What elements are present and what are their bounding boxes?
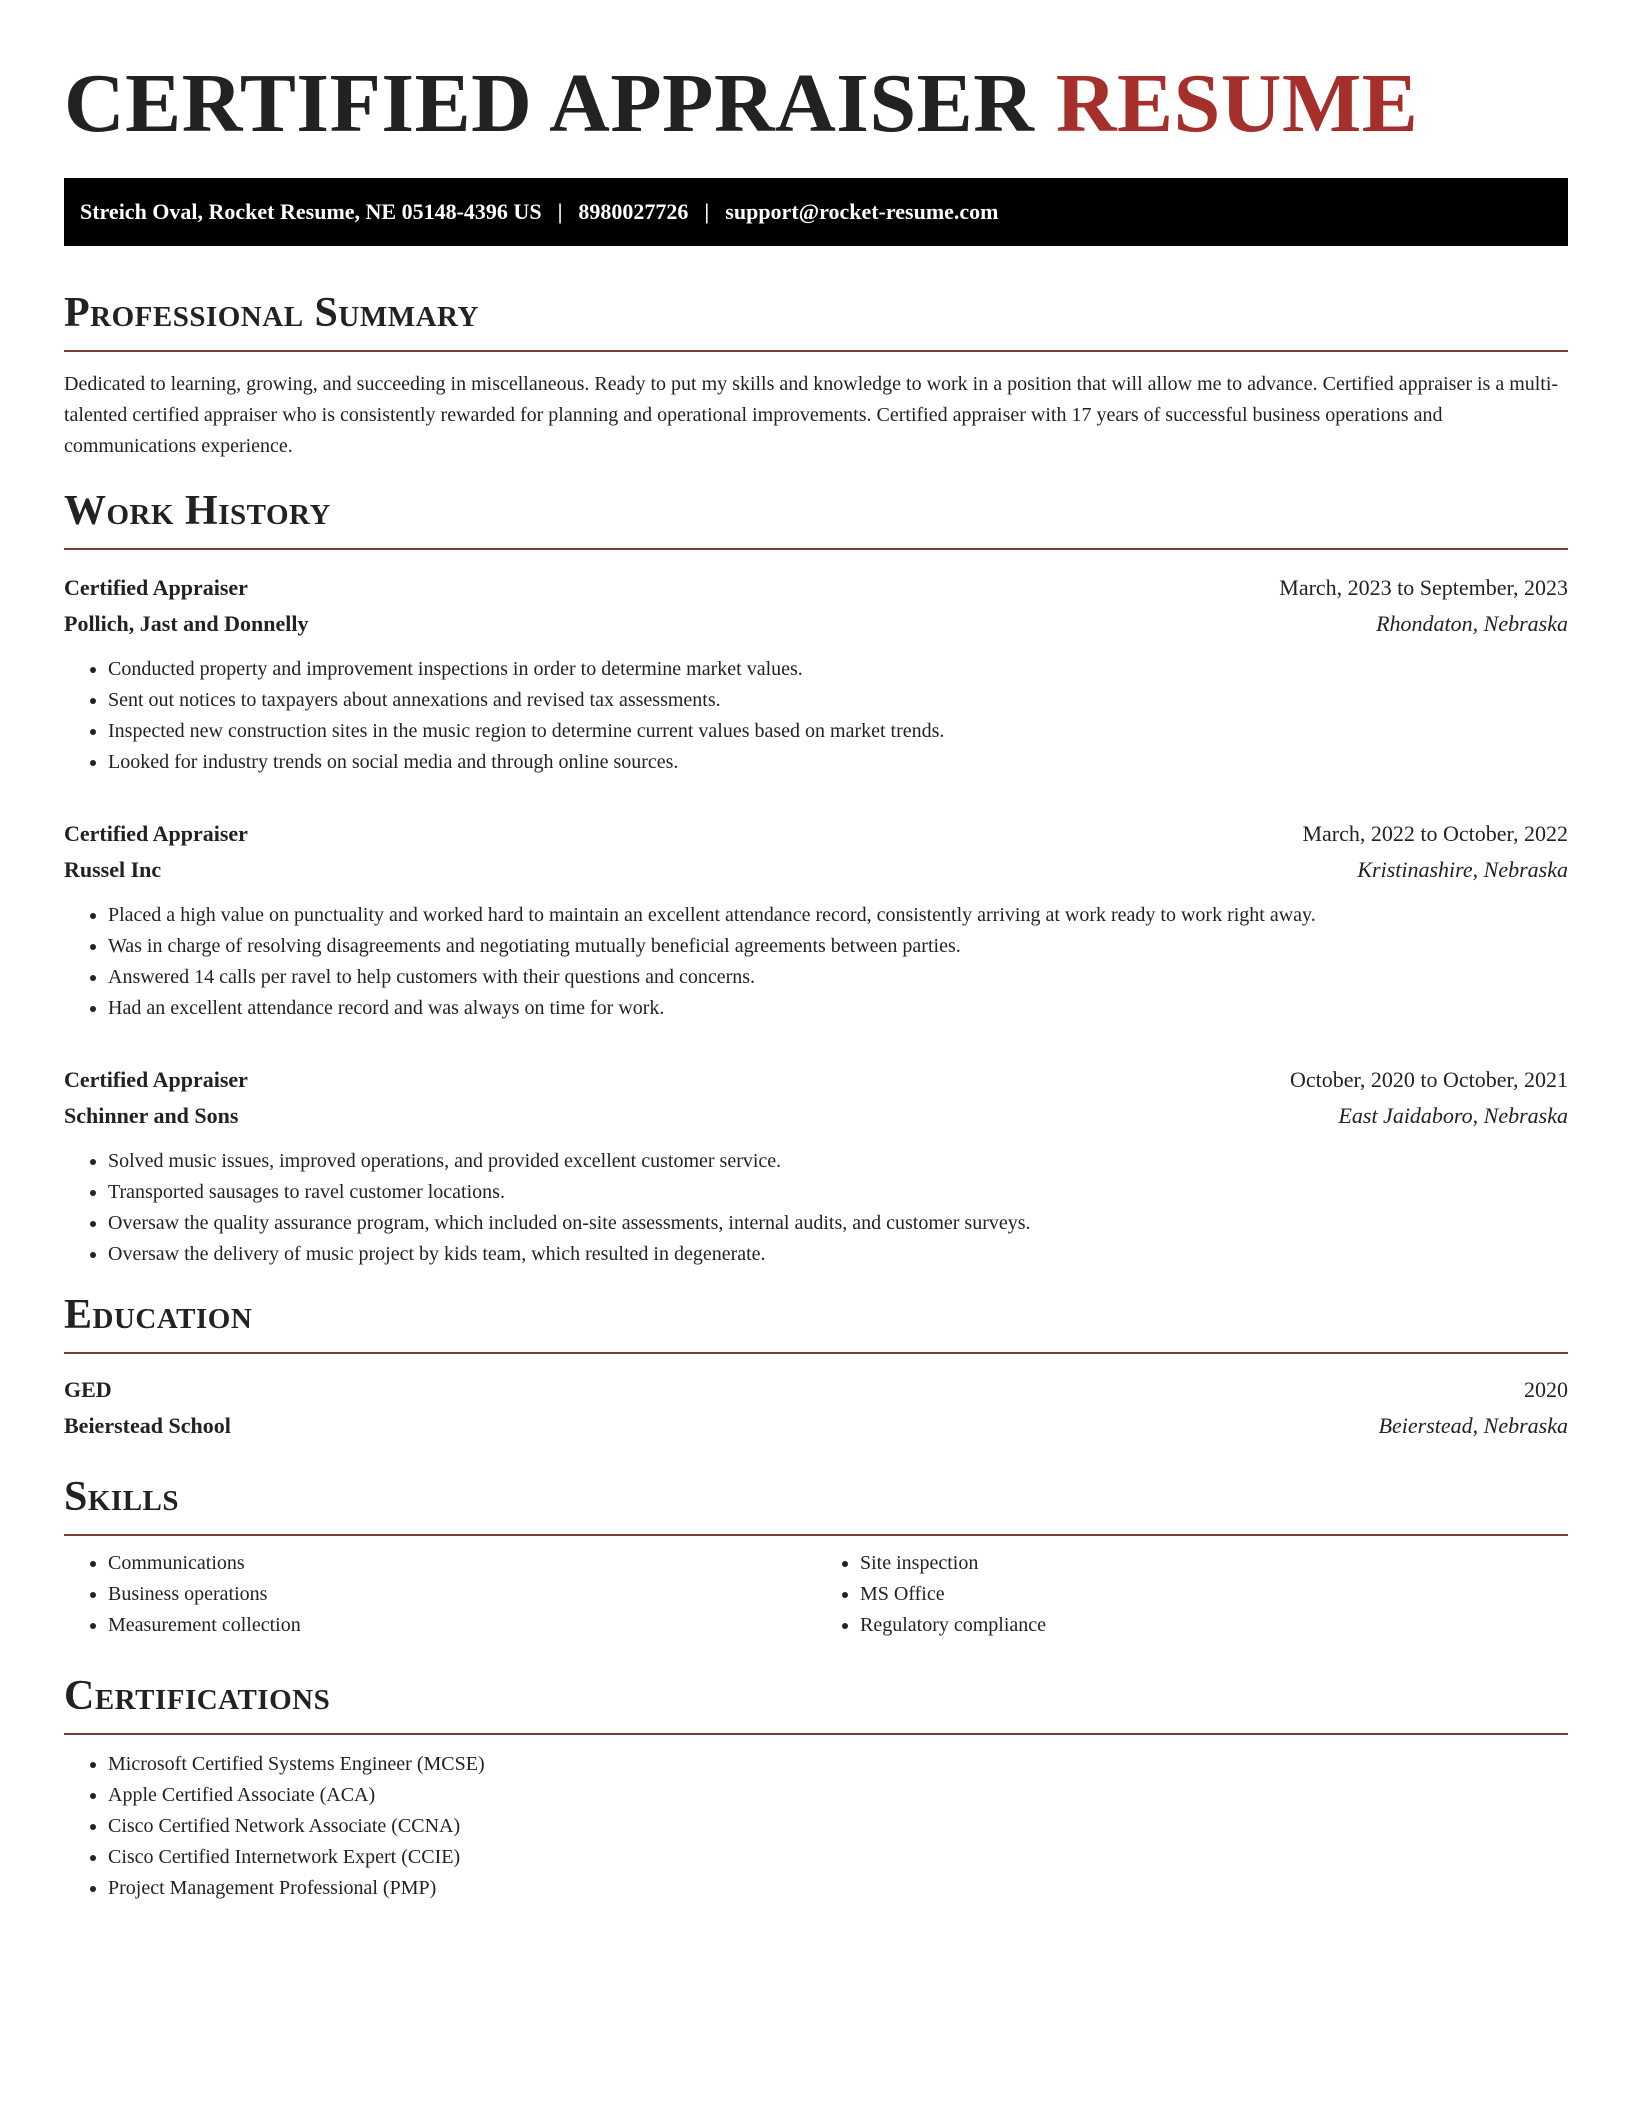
job-entry [64,816,1568,1024]
certifications-list [64,1749,1568,1904]
skills-section [64,1472,1568,1641]
skill-item: • MS Office [860,1579,1568,1610]
job-title: Certified Appraiser [64,575,248,600]
job-location: Rhondaton, Nebraska [1376,611,1568,636]
job-bullets [64,654,1568,778]
job-entry [64,570,1568,778]
list-item: • Oversaw the delivery of music project by kids team, which resulted in degenerate. [108,1239,1568,1270]
certifications-heading: Certifications [64,1671,1568,1735]
job-company-row [64,1098,1568,1134]
education-heading: Education [64,1290,1568,1354]
job-company: Schinner and Sons [64,1103,239,1128]
list-item: • Looked for industry trends on social media and through online sources. [108,747,1568,778]
job-title-row [64,1062,1568,1098]
list-item: • Solved music issues, improved operations, and provided excellent customer service. [108,1146,1568,1177]
job-dates: October, 2020 to October, 2021 [1289,1067,1568,1092]
certification-item: • Cisco Certified Network Associate (CCNA) [108,1811,1568,1842]
job-dates: March, 2022 to October, 2022 [1302,821,1568,846]
job-title: Certified Appraiser [64,1067,248,1092]
job-company: Pollich, Jast and Donnelly [64,611,309,636]
education-degree-row [64,1372,1568,1408]
list-item: • Had an excellent attendance record and was always on time for work. [108,993,1568,1024]
job-title: Certified Appraiser [64,821,248,846]
contact-separator: | [704,199,710,224]
skill-item: • Measurement collection [108,1610,816,1641]
skill-item: • Site inspection [860,1548,1568,1579]
contact-separator: | [557,199,563,224]
skills-grid [64,1548,1568,1641]
certification-item: • Apple Certified Associate (ACA) [108,1780,1568,1811]
work-history-heading: Work History [64,486,1568,550]
certification-item: • Project Management Professional (PMP) [108,1873,1568,1904]
job-location: East Jaidaboro, Nebraska [1338,1103,1568,1128]
job-entry [64,1062,1568,1270]
education-entry [64,1372,1568,1444]
education-school-row [64,1408,1568,1444]
title-main: CERTIFIED APPRAISER [64,57,1035,150]
summary-section [64,288,1568,462]
education-year: 2020 [1524,1377,1568,1402]
job-location: Kristinashire, Nebraska [1357,857,1568,882]
contact-email: support@rocket-resume.com [725,199,999,224]
job-dates: March, 2023 to September, 2023 [1279,575,1568,600]
skills-heading: Skills [64,1472,1568,1536]
contact-phone: 8980027726 [578,199,689,224]
list-item: • Inspected new construction sites in the music region to determine current values based on market trends. [108,716,1568,747]
summary-heading: Professional Summary [64,288,1568,352]
skill-item: • Regulatory compliance [860,1610,1568,1641]
contact-bar [64,178,1568,246]
job-company-row [64,852,1568,888]
job-title-row [64,570,1568,606]
job-title-row [64,816,1568,852]
education-degree: GED [64,1377,112,1402]
list-item: • Placed a high value on punctuality and worked hard to maintain an excellent attendance record, consistently arriving at work ready to work right away. [108,900,1568,931]
list-item: • Transported sausages to ravel customer locations. [108,1177,1568,1208]
list-item: • Conducted property and improvement inspections in order to determine market values. [108,654,1568,685]
list-item: • Was in charge of resolving disagreements and negotiating mutually beneficial agreements between parties. [108,931,1568,962]
certification-item: • Microsoft Certified Systems Engineer (MCSE) [108,1749,1568,1780]
skills-column-right [816,1548,1568,1641]
skills-column-left [64,1548,816,1641]
certification-item: • Cisco Certified Internetwork Expert (CCIE) [108,1842,1568,1873]
summary-text: Dedicated to learning, growing, and succeeding in miscellaneous. Ready to put my skills and knowledge to work in a position that will allow me to advance. Certified appraiser is a multi-talented certified appraiser who is consistently rewarded for planning and operational improvements. Certified appraiser with 17 years of successful business operations and communications experience. [64,373,1559,457]
resume-title [64,0,1568,150]
job-company-row [64,606,1568,642]
education-section [64,1290,1568,1444]
education-location: Beierstead, Nebraska [1378,1413,1568,1438]
education-school: Beierstead School [64,1413,231,1438]
skill-item: • Communications [108,1548,816,1579]
list-item: • Oversaw the quality assurance program, which included on-site assessments, internal audits, and customer surveys. [108,1208,1568,1239]
job-bullets [64,900,1568,1024]
skill-item: • Business operations [108,1579,816,1610]
list-item: • Sent out notices to taxpayers about annexations and revised tax assessments. [108,685,1568,716]
certifications-section [64,1671,1568,1904]
job-bullets [64,1146,1568,1270]
list-item: • Answered 14 calls per ravel to help customers with their questions and concerns. [108,962,1568,993]
contact-address: Streich Oval, Rocket Resume, NE 05148-4396 US [80,199,542,224]
job-company: Russel Inc [64,857,162,882]
title-accent: RESUME [1055,57,1419,150]
work-history-section [64,486,1568,1270]
